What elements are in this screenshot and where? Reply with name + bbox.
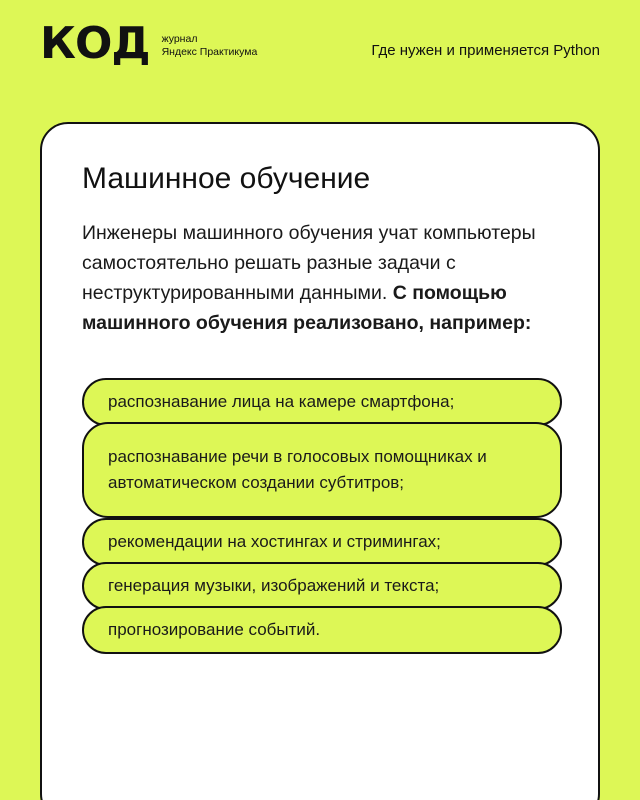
card-intro-bold: С помощью машинного обучения реализовано, например: [82,282,532,334]
logo-subtitle [162,33,258,59]
content-card [40,122,600,800]
logo[interactable] [40,18,258,69]
logo-subtitle-line1: журнал [161,33,198,45]
card-intro [82,218,562,338]
logo-subtitle-line2: Яндекс Практикума [161,46,258,58]
topic-title: Где нужен и применяется Python [371,42,600,59]
card-title: Машинное обучение [82,162,371,195]
list-item: распознавание речи в голосовых помощниках и автоматическом создании субтитров; [82,422,562,518]
logo-mark: КОД [40,18,150,69]
card-intro-text: Инженеры машинного обучения учат компьютеры самостоятельно решать разные задачи с неструктурированными данными. [82,222,536,304]
list-item: рекомендации на хостингах и стримингах; [82,518,562,566]
list-item: генерация музыки, изображений и текста; [82,562,562,610]
list-item: распознавание лица на камере смартфона; [82,378,562,426]
list-item: прогнозирование событий. [82,606,562,654]
header [0,0,640,90]
